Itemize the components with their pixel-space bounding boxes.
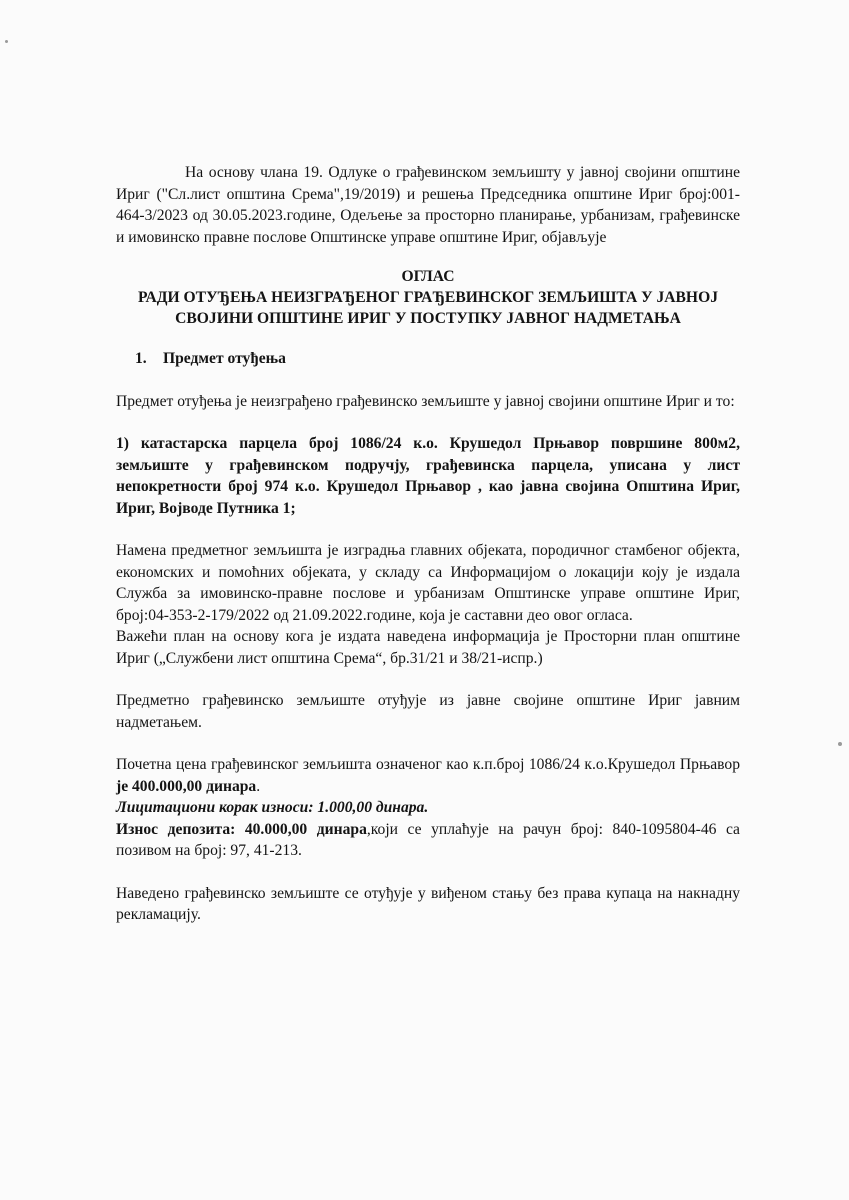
closing-paragraph: Наведено грађевинско земљиште се отуђује у виђеном стању без права купаца на накнадну рекламацију. xyxy=(116,884,740,923)
scan-speck xyxy=(5,40,8,43)
bid-step-line: Лицитациони корак износи: 1.000,00 динара. xyxy=(116,799,429,816)
section-title: Предмет отуђења xyxy=(163,350,286,367)
price-lead: Почетна цена грађевинског земљишта означеног као к.п.број 1086/24 к.о.Крушедол Прњавор xyxy=(116,756,740,773)
deposit-text: ,који се уплаћује на рачун број: 840-1095804-46 са позивом на број: 97, 41-213. xyxy=(116,820,740,859)
document-body xyxy=(116,162,740,926)
plan-paragraph: Важећи план на основу кога је издата наведена информација је Просторни план општине Ириг („Службени лист општина Срема“, бр.31/21 и 38/21-испр.) xyxy=(116,628,740,667)
purpose-paragraph: Намена предметног земљишта је изградња главних објеката, породичног стамбеног објекта, економских и помоћних објеката, у складу са Информацијом о локацији коју је издала Служба за имовинско-правне послове и урбанизам Општинске управе општине Ириг, број:04-353-2-179/2022 од 21.09.2022.године, која је саставни део овог огласа. xyxy=(116,542,740,624)
price-paragraph xyxy=(116,754,740,797)
alienation-paragraph: Предметно грађевинско земљиште отуђује из јавне својине општине Ириг јавним надметањем. xyxy=(116,692,740,731)
section-number: 1. xyxy=(135,350,147,367)
section-heading xyxy=(116,348,740,370)
price-end: . xyxy=(256,777,261,795)
scan-speck xyxy=(838,742,842,746)
parcel-paragraph: 1) катастарска парцела број 1086/24 к.о. Крушедол Прњавор површине 800м2, земљиште у грађевинском подручју, грађевинска парцела, уписана у лист непокретности број 974 к.о. Крушедол Прњавор , као јавна својина Општина Ириг, Ириг, Војводе Путника 1; xyxy=(116,435,740,517)
price-amount: је 400.000,00 динара xyxy=(116,777,257,795)
notice-title-line2: РАДИ ОТУЂЕЊА НЕИЗГРАЂЕНОГ ГРАЂЕВИНСКОГ ЗЕМЉИШТА У ЈАВНОЈ СВОЈИНИ ОПШТИНЕ ИРИГ У ПОСТУПКУ ЈАВНОГ НАДМЕТАЊА xyxy=(138,289,718,327)
intro-paragraph: На основу члана 19. Одлуке о грађевинском земљишту у јавној својини општине Ириг ("Сл.лист општина Срема",19/2019) и решења Председника општине Ириг број:001-464-3/2023 од 30.05.2023.године, Одељење за просторно планирање, урбанизам, грађевинске и имовинско правне послове Општинске управе општине Ириг, објављује xyxy=(116,164,740,246)
deposit-paragraph xyxy=(116,819,740,862)
deposit-label: Износ депозита: 40.000,00 динара xyxy=(116,820,367,838)
notice-title-line1: ОГЛАС xyxy=(401,268,455,285)
notice-title xyxy=(116,266,740,329)
subject-paragraph: Предмет отуђења је неизграђено грађевинско земљиште у јавној својини општине Ириг и то: xyxy=(116,392,735,410)
